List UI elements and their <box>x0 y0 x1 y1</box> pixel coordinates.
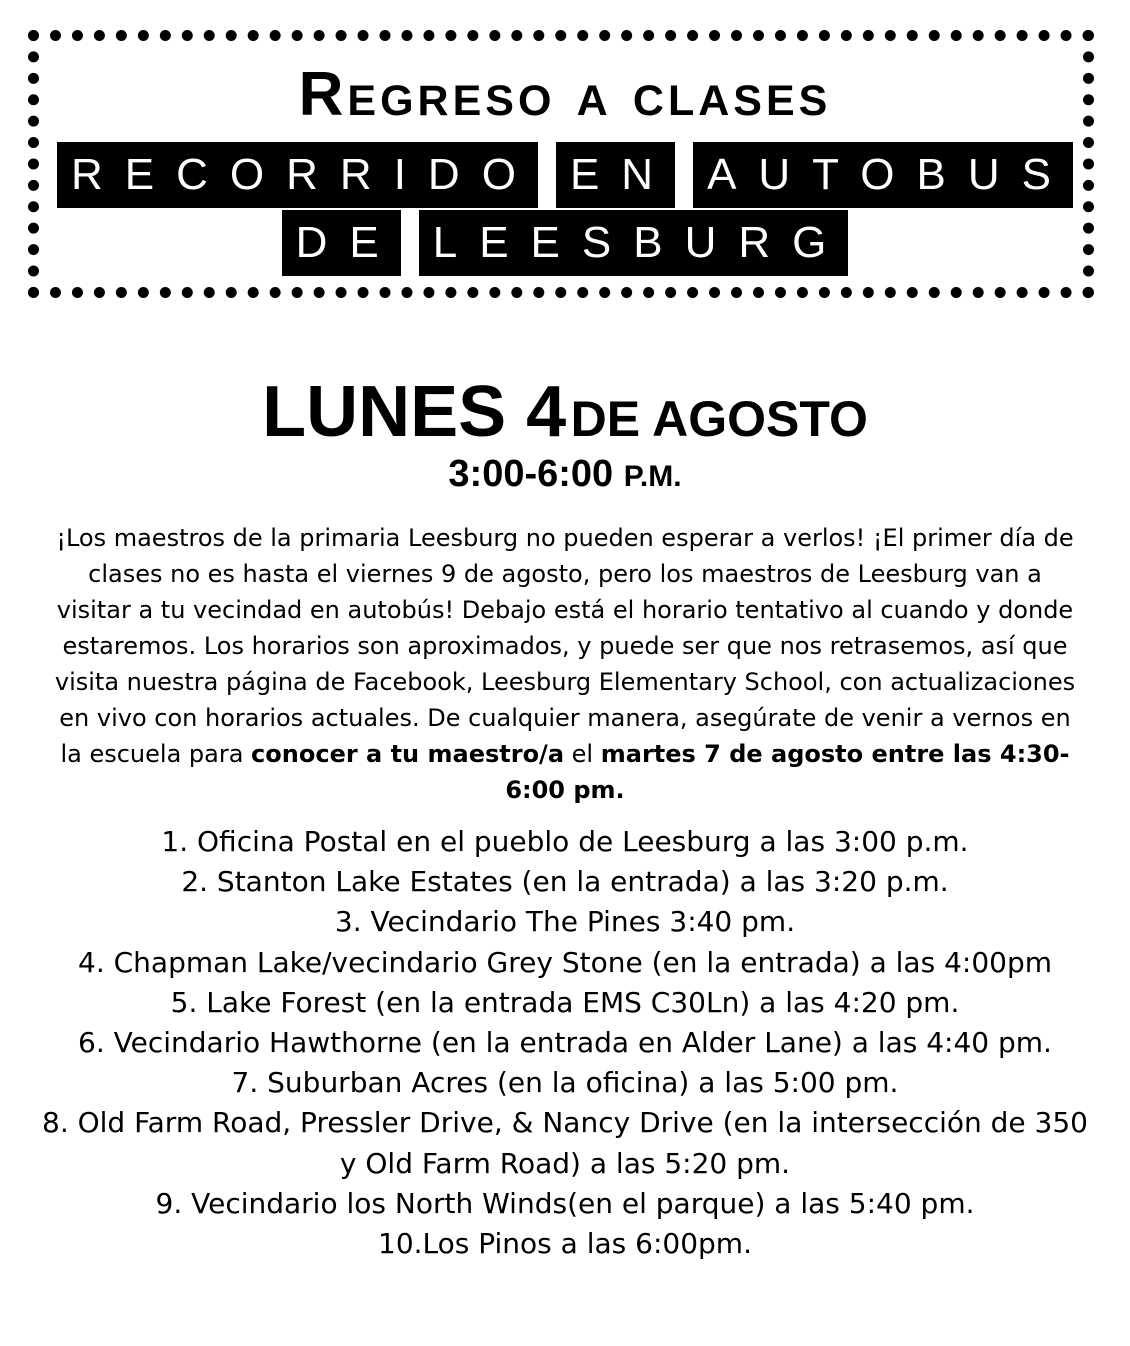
intro-text: ¡Los maestros de la primaria Leesburg no pueden esperar a verlos! ¡El primer día de clases no es hasta el viernes 9 de agosto, pero los maestros de Leesburg van a visitar a tu vecindad en autobús! Debajo está el horario tentativo al cuando y donde estaremos. Los horarios son aproximados, y puede ser que nos retrasemos, así que visita nuestra página de Facebook, Leesburg Elementary School, con actualizaciones en vivo con horarios actuales. De cualquier manera, asegúrate de venir a vernos en la escuela para <box>54 524 1076 768</box>
subtitle-word-block: EN <box>556 142 675 208</box>
schedule-item: 5. Lake Forest (en la entrada EMS C30Ln) a las 4:20 pm. <box>170 985 960 1019</box>
page-title <box>0 58 1130 132</box>
bus-stop-schedule <box>40 822 1090 1264</box>
schedule-item: 2. Stanton Lake Estates (en la entrada) a las 3:20 p.m. <box>181 865 949 899</box>
intro-text-middle: el <box>564 740 601 768</box>
date-month: DE AGOSTO <box>570 391 868 447</box>
schedule-item: 10.Los Pinos a las 6:00pm. <box>378 1227 752 1261</box>
schedule-item: 1. Oficina Postal en el pueblo de Leesburg a las 3:00 p.m. <box>161 825 969 858</box>
subtitle-word-block: AUTOBUS <box>693 142 1073 208</box>
time-range: 3:00-6:00 <box>448 453 614 495</box>
schedule-item: 4. Chapman Lake/vecindario Grey Stone (en la entrada) a las 4:00pm <box>78 945 1052 979</box>
schedule-item: 8. Old Farm Road, Pressler Drive, & Nancy Drive (en la intersección de 350 y Old Farm Road) a las 5:20 pm. <box>42 1106 1088 1180</box>
subtitle-word-block: RECORRIDO <box>57 142 538 208</box>
subtitle-row-1 <box>0 142 1130 208</box>
date-day: LUNES 4 <box>262 372 567 452</box>
event-time <box>0 452 1130 499</box>
schedule-item: 3. Vecindario The Pines 3:40 pm. <box>334 905 796 939</box>
schedule-item: 9. Vecindario los North Winds(en el parque) a las 5:40 pm. <box>155 1186 975 1220</box>
subtitle-row-2 <box>0 210 1130 276</box>
intro-bold-date: martes 7 de agosto entre las 4:30-6:00 pm. <box>505 740 1070 804</box>
subtitle-word-block: DE <box>282 210 401 276</box>
intro-paragraph <box>52 520 1078 808</box>
intro-bold-meet-teacher: conocer a tu maestro/a <box>251 740 565 768</box>
schedule-item: 7. Suburban Acres (en la oficina) a las 5:00 pm. <box>231 1066 899 1100</box>
subtitle-word-block: LEESBURG <box>419 210 849 276</box>
time-suffix: P.M. <box>623 460 682 493</box>
title-text: Regreso a clases <box>298 60 832 129</box>
schedule-item: 6. Vecindario Hawthorne (en la entrada en Alder Lane) a las 4:40 pm. <box>78 1026 1052 1060</box>
